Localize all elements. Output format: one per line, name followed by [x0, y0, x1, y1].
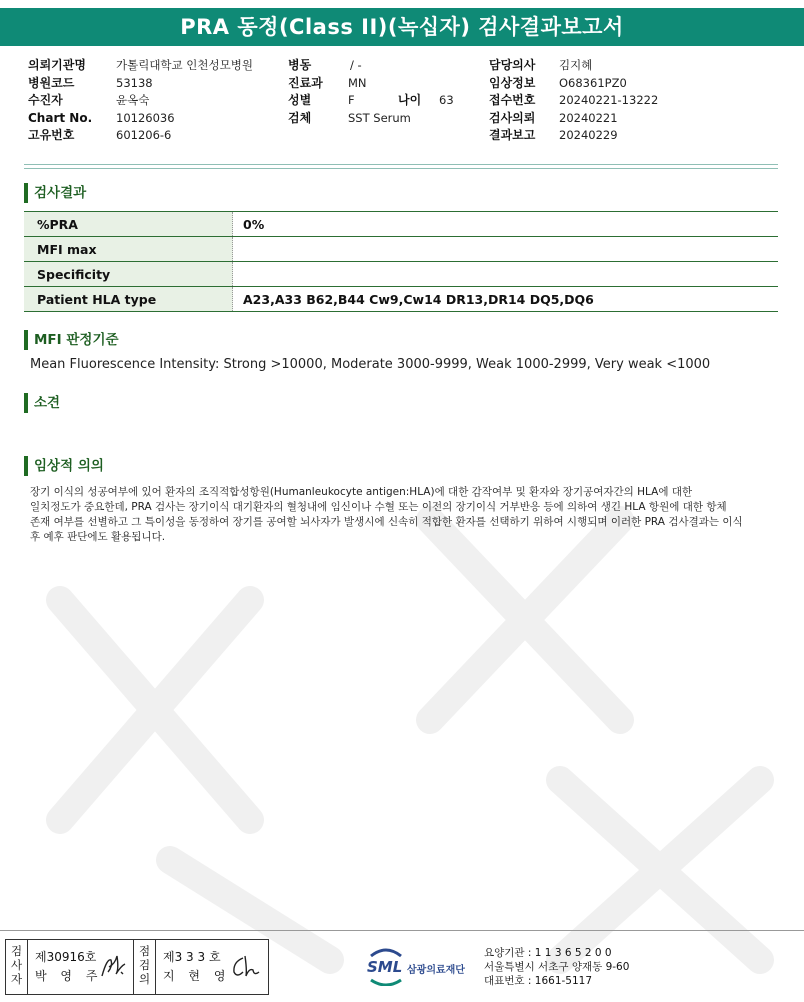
age-label: 나이 [398, 93, 422, 108]
info-value: / - [350, 58, 362, 72]
info-label: 담당의사 [489, 58, 536, 72]
results-heading: 검사결과 [24, 183, 86, 203]
result-value [233, 237, 779, 262]
info-value: 가톨릭대학교 인천성모병원 [116, 58, 253, 72]
tester-name: 박 영 주 [35, 969, 103, 983]
result-value: 0% [233, 212, 779, 237]
info-row-institution [28, 57, 278, 74]
reviewer-signature [229, 952, 263, 980]
info-row-unique-no [28, 127, 278, 144]
clinical-line: 일치정도가 중요한데, PRA 검사는 장기이식 대기환자의 혈청내에 임신이나 수혈 또는 이전의 장기이식 거부반응 등에 의하여 생긴 HLA 항원에 대한 항체 [30, 501, 727, 513]
results-table [24, 211, 778, 312]
footer-divider [0, 930, 804, 931]
info-value: 20240221 [559, 110, 618, 125]
clinical-line: 장기 이식의 성공여부에 있어 환자의 조직적합성항원(Humanleukocyte antigen:HLA)에 대한 감작여부 및 환자와 장기공여자간의 HLA에 대한 [30, 486, 693, 498]
result-value: A23,A33 B62,B44 Cw9,Cw14 DR13,DR14 DQ5,DQ6 [233, 287, 779, 312]
result-label: Patient HLA type [24, 287, 233, 312]
table-row [24, 262, 778, 287]
info-row-patient [28, 92, 278, 109]
mfi-heading: MFI 판정기준 [24, 330, 119, 350]
mfi-criteria-text: Mean Fluorescence Intensity: Strong >10000, Moderate 3000-9999, Weak 1000-2999, Very weak <1000 [30, 357, 711, 372]
org-info [484, 946, 629, 988]
info-label: 진료과 [288, 75, 323, 90]
tester-signature [99, 952, 131, 980]
clinical-line: 존재 여부를 선별하고 그 특이성을 동정하여 장기를 공여할 뇌사자가 발생시에 신속히 적합한 환자를 선택하기 위하여 시행되며 이러한 PRA 검사결과는 이식 [30, 516, 743, 528]
info-row-specimen [288, 110, 468, 127]
info-label: 검사의뢰 [489, 110, 536, 125]
info-label: 병동 [288, 58, 312, 72]
sml-logo [365, 946, 480, 986]
info-value: MN [348, 75, 367, 90]
org-info-line: 서울특별시 서초구 양재동 9-60 [484, 961, 630, 973]
reviewer-role: 점검의 [134, 940, 156, 994]
info-label: 고유번호 [28, 128, 75, 143]
patient-info-col2 [288, 57, 468, 127]
info-row-hospital-code [28, 75, 278, 92]
result-label: %PRA [24, 212, 233, 237]
clinical-heading: 임상적 의의 [24, 456, 104, 476]
info-label: Chart No. [28, 110, 93, 125]
info-label: 의뢰기관명 [28, 58, 86, 72]
info-value: 10126036 [116, 110, 175, 125]
info-label: 수진자 [28, 93, 63, 108]
reviewer-name: 지 현 영 [163, 969, 231, 983]
info-value: SST Serum [348, 110, 411, 125]
org-info-line: 요양기관 : 1 1 3 6 5 2 0 0 [484, 947, 612, 959]
info-value: 김지혜 [559, 58, 593, 72]
info-value: 53138 [116, 75, 153, 90]
info-value: 601206-6 [116, 128, 172, 143]
info-label: 검체 [288, 110, 312, 125]
info-row-department [288, 75, 468, 92]
patient-info-col1 [28, 57, 278, 145]
info-value: O68361PZ0 [559, 75, 627, 90]
clinical-text [30, 485, 780, 545]
table-row [24, 287, 778, 312]
info-value: 20240229 [559, 128, 618, 143]
org-name: 삼광의료재단 [407, 965, 465, 976]
result-label: Specificity [24, 262, 233, 287]
opinion-heading: 소견 [24, 393, 60, 413]
result-label: MFI max [24, 237, 233, 262]
info-row-chart-no [28, 110, 278, 127]
info-row-sex-age [288, 92, 468, 109]
info-row-request-date [489, 110, 689, 127]
info-value: 윤옥숙 [116, 93, 150, 108]
info-row-receipt-no [489, 92, 689, 109]
info-label: 결과보고 [489, 128, 536, 143]
tester-license: 제30916호 [35, 950, 97, 964]
info-row-clinical-info [489, 75, 689, 92]
reviewer-license: 제3 3 3 호 [163, 950, 221, 964]
clinical-line: 후 예후 판단에도 활용됩니다. [30, 531, 166, 543]
info-label: 성별 [288, 93, 312, 108]
reviewer-cell [157, 940, 267, 994]
info-label: 병원코드 [28, 75, 75, 90]
logo-text: SML [367, 958, 403, 976]
table-row [24, 212, 778, 237]
patient-info-col3 [489, 57, 689, 145]
org-info-line: 대표번호 : 1661-5117 [484, 975, 593, 987]
tester-role: 검사자 [6, 940, 28, 994]
table-row [24, 237, 778, 262]
header-divider [24, 168, 778, 169]
signature-box [5, 939, 269, 995]
info-value: F [348, 93, 355, 108]
info-row-ward [288, 57, 468, 74]
info-label: 임상정보 [489, 75, 536, 90]
info-value: 20240221-13222 [559, 93, 659, 108]
info-row-doctor [489, 57, 689, 74]
header-divider [24, 164, 778, 165]
report-title: PRA 동정(Class II)(녹십자) 검사결과보고서 [0, 8, 804, 46]
age-value: 63 [439, 93, 454, 108]
info-label: 접수번호 [489, 93, 536, 108]
tester-cell [29, 940, 134, 994]
info-row-report-date [489, 127, 689, 144]
result-value [233, 262, 779, 287]
